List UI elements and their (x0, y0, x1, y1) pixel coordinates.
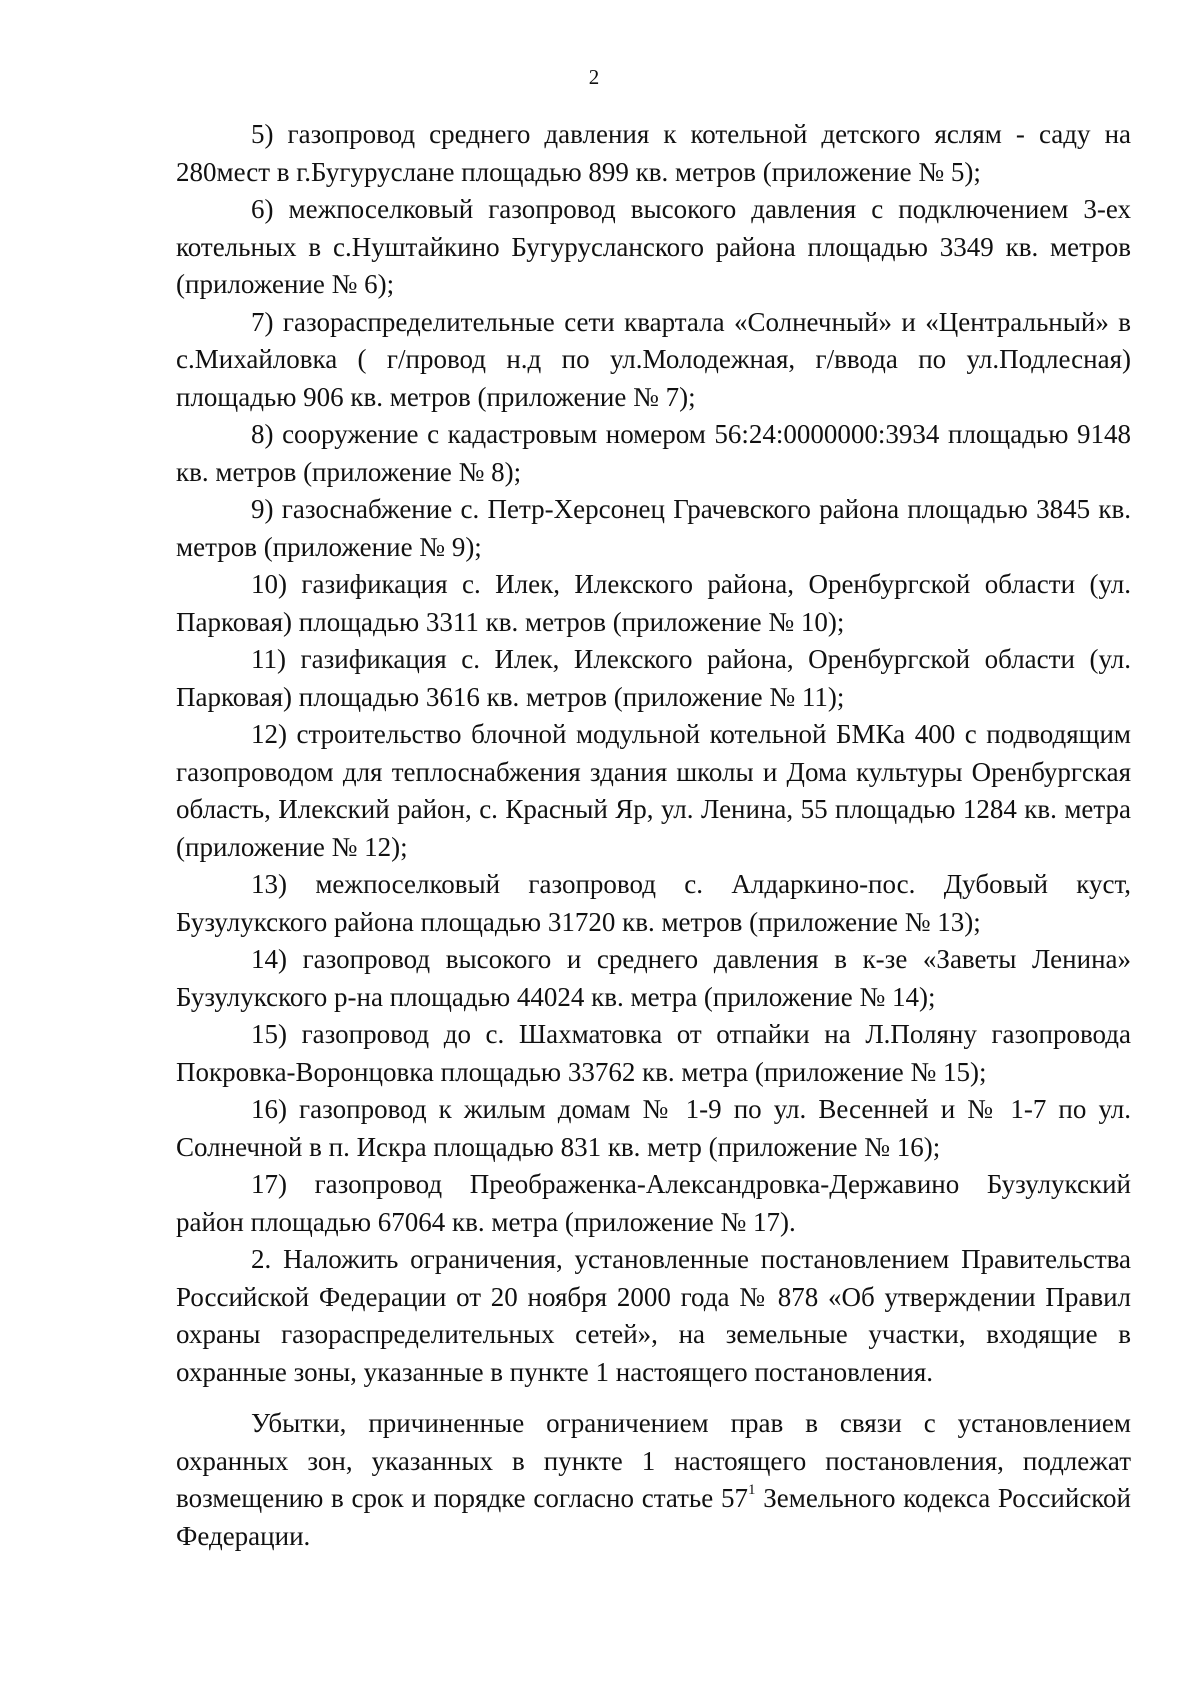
document-body (176, 116, 1131, 1555)
list-item-15: 15) газопровод до с. Шахматовка от отпайки на Л.Поляну газопровода Покровка-Воронцовка площадью 33762 кв. метра (приложение № 15); (176, 1019, 1131, 1087)
list-item-17: 17) газопровод Преображенка-Александровка-Державино Бузулукский район площадью 67064 кв. метра (приложение № 17). (176, 1169, 1131, 1237)
list-item-8: 8) сооружение с кадастровым номером 56:24:0000000:3934 площадью 9148 кв. метров (приложение № 8); (176, 419, 1131, 487)
losses-text-before: Убытки, причиненные ограничением прав в связи с установлением охранных зон, указанных в пункте 1 настоящего постановления, подлежат возмещению в срок и порядке согласно статье 57 (176, 1408, 1131, 1513)
list-item-11: 11) газификация с. Илек, Илекского района, Оренбургской области (ул. Парковая) площадью 3616 кв. метров (приложение № 11); (176, 644, 1131, 712)
list-item-16: 16) газопровод к жилым домам № 1-9 по ул. Весенней и № 1-7 по ул. Солнечной в п. Искра площадью 831 кв. метр (приложение № 16); (176, 1094, 1131, 1162)
list-item-12: 12) строительство блочной модульной котельной БМКа 400 с подводящим газопроводом для теплоснабжения здания школы и Дома культуры Оренбургская область, Илекский район, с. Красный Яр, ул. Ленина, 55 площадью 1284 кв. метра (приложение № 12); (176, 719, 1131, 862)
list-item-10: 10) газификация с. Илек, Илекского района, Оренбургской области (ул. Парковая) площадью 3311 кв. метров (приложение № 10); (176, 569, 1131, 637)
page-number: 2 (588, 65, 600, 89)
list-item-7: 7) газораспределительные сети квартала «Солнечный» и «Центральный» в с.Михайловка ( г/провод н.д по ул.Молодежная, г/ввода по ул.Подлесная) площадью 906 кв. метров (приложение № 7); (176, 306, 1131, 412)
list-item-5: 5) газопровод среднего давления к котельной детского яслям - саду на 280мест в г.Бугуруслане площадью 899 кв. метров (приложение № 5); (176, 119, 1131, 187)
losses-text-after: Земельного кодекса Российской Федерации. (176, 1483, 1131, 1551)
list-item-9: 9) газоснабжение с. Петр-Херсонец Грачевского района площадью 3845 кв. метров (приложение № 9); (176, 494, 1131, 562)
list-item-14: 14) газопровод высокого и среднего давления в к-зе «Заветы Ленина» Бузулукского р-на площадью 44024 кв. метра (приложение № 14); (176, 944, 1131, 1012)
article-superscript: 1 (748, 1482, 756, 1498)
losses-paragraph (176, 1405, 1131, 1555)
list-item-13: 13) межпоселковый газопровод с. Алдаркино-пос. Дубовый куст, Бузулукского района площадью 31720 кв. метров (приложение № 13); (176, 869, 1131, 937)
list-item-6: 6) межпоселковый газопровод высокого давления с подключением 3-ех котельных в с.Нуштайкино Бугурусланского района площадью 3349 кв. метров (приложение № 6); (176, 194, 1131, 299)
clause-2: 2. Наложить ограничения, установленные постановлением Правительства Российской Федерации от 20 ноября 2000 года № 878 «Об утверждении Правил охраны газораспределительных сетей», на земельные участки, входящие в охранные зоны, указанные в пункте 1 настоящего постановления. (176, 1244, 1131, 1387)
